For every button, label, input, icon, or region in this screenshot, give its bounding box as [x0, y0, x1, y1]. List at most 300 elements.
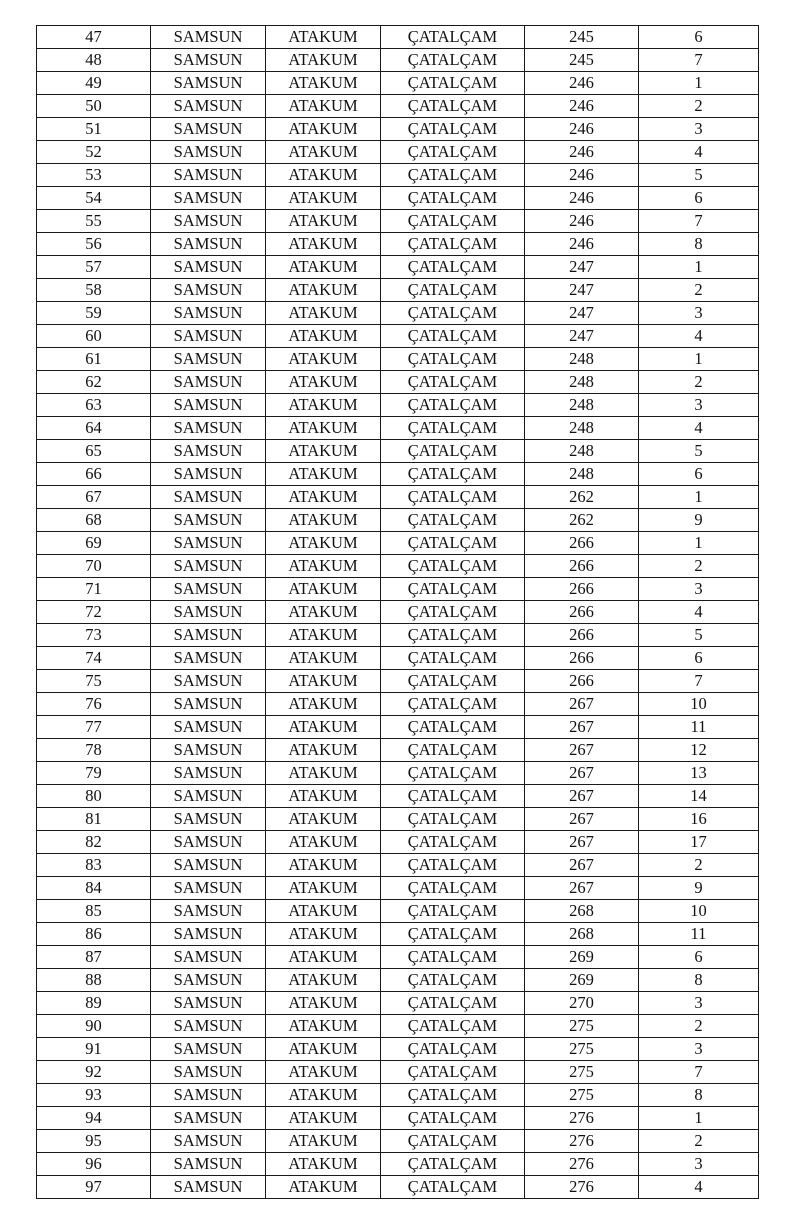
neighborhood-cell: ÇATALÇAM: [381, 95, 525, 118]
row-number-cell: 78: [37, 739, 151, 762]
block-cell: 246: [525, 118, 639, 141]
row-number-cell: 82: [37, 831, 151, 854]
neighborhood-cell: ÇATALÇAM: [381, 969, 525, 992]
row-number-cell: 86: [37, 923, 151, 946]
row-number-cell: 94: [37, 1107, 151, 1130]
district-cell: ATAKUM: [266, 210, 381, 233]
province-cell: SAMSUN: [151, 1130, 266, 1153]
table-row: [37, 578, 759, 601]
district-cell: ATAKUM: [266, 762, 381, 785]
province-cell: SAMSUN: [151, 739, 266, 762]
parcel-cell: 7: [639, 49, 759, 72]
parcel-cell: 10: [639, 900, 759, 923]
block-cell: 266: [525, 532, 639, 555]
table-row: [37, 417, 759, 440]
neighborhood-cell: ÇATALÇAM: [381, 877, 525, 900]
district-cell: ATAKUM: [266, 716, 381, 739]
parcel-cell: 6: [639, 647, 759, 670]
parcel-cell: 1: [639, 72, 759, 95]
row-number-cell: 92: [37, 1061, 151, 1084]
table-row: [37, 670, 759, 693]
row-number-cell: 53: [37, 164, 151, 187]
parcel-cell: 4: [639, 417, 759, 440]
province-cell: SAMSUN: [151, 164, 266, 187]
table-row: [37, 1015, 759, 1038]
province-cell: SAMSUN: [151, 1107, 266, 1130]
parcel-cell: 1: [639, 1107, 759, 1130]
table-row: [37, 992, 759, 1015]
district-cell: ATAKUM: [266, 1015, 381, 1038]
district-cell: ATAKUM: [266, 693, 381, 716]
block-cell: 268: [525, 923, 639, 946]
parcel-cell: 6: [639, 946, 759, 969]
table-row: [37, 164, 759, 187]
district-cell: ATAKUM: [266, 463, 381, 486]
parcel-cell: 1: [639, 532, 759, 555]
neighborhood-cell: ÇATALÇAM: [381, 486, 525, 509]
block-cell: 246: [525, 210, 639, 233]
province-cell: SAMSUN: [151, 578, 266, 601]
block-cell: 269: [525, 946, 639, 969]
province-cell: SAMSUN: [151, 555, 266, 578]
neighborhood-cell: ÇATALÇAM: [381, 1176, 525, 1199]
table-row: [37, 118, 759, 141]
row-number-cell: 48: [37, 49, 151, 72]
table-row: [37, 900, 759, 923]
table-row: [37, 1153, 759, 1176]
neighborhood-cell: ÇATALÇAM: [381, 1153, 525, 1176]
neighborhood-cell: ÇATALÇAM: [381, 1084, 525, 1107]
province-cell: SAMSUN: [151, 440, 266, 463]
row-number-cell: 81: [37, 808, 151, 831]
parcel-cell: 6: [639, 187, 759, 210]
district-cell: ATAKUM: [266, 95, 381, 118]
block-cell: 245: [525, 26, 639, 49]
district-cell: ATAKUM: [266, 118, 381, 141]
table-row: [37, 486, 759, 509]
table-row: [37, 946, 759, 969]
neighborhood-cell: ÇATALÇAM: [381, 1061, 525, 1084]
parcel-cell: 1: [639, 486, 759, 509]
parcel-cell: 4: [639, 1176, 759, 1199]
district-cell: ATAKUM: [266, 233, 381, 256]
row-number-cell: 52: [37, 141, 151, 164]
neighborhood-cell: ÇATALÇAM: [381, 739, 525, 762]
province-cell: SAMSUN: [151, 187, 266, 210]
row-number-cell: 83: [37, 854, 151, 877]
row-number-cell: 77: [37, 716, 151, 739]
block-cell: 246: [525, 141, 639, 164]
district-cell: ATAKUM: [266, 601, 381, 624]
table-row: [37, 969, 759, 992]
table-row: [37, 1084, 759, 1107]
district-cell: ATAKUM: [266, 992, 381, 1015]
table-row: [37, 1061, 759, 1084]
parcel-cell: 4: [639, 141, 759, 164]
table-row: [37, 785, 759, 808]
parcel-cell: 4: [639, 325, 759, 348]
province-cell: SAMSUN: [151, 49, 266, 72]
parcel-cell: 8: [639, 233, 759, 256]
row-number-cell: 57: [37, 256, 151, 279]
neighborhood-cell: ÇATALÇAM: [381, 670, 525, 693]
row-number-cell: 93: [37, 1084, 151, 1107]
district-cell: ATAKUM: [266, 831, 381, 854]
neighborhood-cell: ÇATALÇAM: [381, 49, 525, 72]
row-number-cell: 96: [37, 1153, 151, 1176]
parcel-cell: 2: [639, 1015, 759, 1038]
neighborhood-cell: ÇATALÇAM: [381, 647, 525, 670]
row-number-cell: 74: [37, 647, 151, 670]
province-cell: SAMSUN: [151, 302, 266, 325]
table-row: [37, 233, 759, 256]
table-row: [37, 1107, 759, 1130]
province-cell: SAMSUN: [151, 601, 266, 624]
neighborhood-cell: ÇATALÇAM: [381, 187, 525, 210]
district-cell: ATAKUM: [266, 371, 381, 394]
row-number-cell: 75: [37, 670, 151, 693]
parcel-cell: 9: [639, 509, 759, 532]
district-cell: ATAKUM: [266, 647, 381, 670]
neighborhood-cell: ÇATALÇAM: [381, 762, 525, 785]
row-number-cell: 62: [37, 371, 151, 394]
table-row: [37, 532, 759, 555]
district-cell: ATAKUM: [266, 877, 381, 900]
parcel-cell: 3: [639, 118, 759, 141]
neighborhood-cell: ÇATALÇAM: [381, 1130, 525, 1153]
district-cell: ATAKUM: [266, 72, 381, 95]
province-cell: SAMSUN: [151, 1084, 266, 1107]
row-number-cell: 68: [37, 509, 151, 532]
table-row: [37, 72, 759, 95]
row-number-cell: 70: [37, 555, 151, 578]
block-cell: 267: [525, 808, 639, 831]
parcel-cell: 2: [639, 279, 759, 302]
block-cell: 262: [525, 486, 639, 509]
neighborhood-cell: ÇATALÇAM: [381, 72, 525, 95]
neighborhood-cell: ÇATALÇAM: [381, 164, 525, 187]
table-row: [37, 210, 759, 233]
parcel-cell: 12: [639, 739, 759, 762]
neighborhood-cell: ÇATALÇAM: [381, 785, 525, 808]
district-cell: ATAKUM: [266, 946, 381, 969]
neighborhood-cell: ÇATALÇAM: [381, 555, 525, 578]
block-cell: 248: [525, 394, 639, 417]
province-cell: SAMSUN: [151, 1176, 266, 1199]
province-cell: SAMSUN: [151, 1015, 266, 1038]
district-cell: ATAKUM: [266, 1038, 381, 1061]
block-cell: 266: [525, 670, 639, 693]
table-row: [37, 739, 759, 762]
table-row: [37, 95, 759, 118]
province-cell: SAMSUN: [151, 1061, 266, 1084]
block-cell: 262: [525, 509, 639, 532]
neighborhood-cell: ÇATALÇAM: [381, 325, 525, 348]
row-number-cell: 60: [37, 325, 151, 348]
district-cell: ATAKUM: [266, 49, 381, 72]
district-cell: ATAKUM: [266, 187, 381, 210]
block-cell: 276: [525, 1107, 639, 1130]
province-cell: SAMSUN: [151, 854, 266, 877]
neighborhood-cell: ÇATALÇAM: [381, 509, 525, 532]
table-row: [37, 716, 759, 739]
neighborhood-cell: ÇATALÇAM: [381, 808, 525, 831]
parcel-cell: 3: [639, 1153, 759, 1176]
parcel-cell: 11: [639, 716, 759, 739]
block-cell: 248: [525, 440, 639, 463]
block-cell: 248: [525, 417, 639, 440]
block-cell: 270: [525, 992, 639, 1015]
province-cell: SAMSUN: [151, 141, 266, 164]
block-cell: 275: [525, 1038, 639, 1061]
block-cell: 267: [525, 854, 639, 877]
neighborhood-cell: ÇATALÇAM: [381, 1015, 525, 1038]
district-cell: ATAKUM: [266, 1084, 381, 1107]
neighborhood-cell: ÇATALÇAM: [381, 279, 525, 302]
parcel-cell: 14: [639, 785, 759, 808]
neighborhood-cell: ÇATALÇAM: [381, 831, 525, 854]
province-cell: SAMSUN: [151, 509, 266, 532]
district-cell: ATAKUM: [266, 164, 381, 187]
table-row: [37, 463, 759, 486]
block-cell: 266: [525, 624, 639, 647]
table-row: [37, 394, 759, 417]
table-row: [37, 854, 759, 877]
block-cell: 248: [525, 371, 639, 394]
neighborhood-cell: ÇATALÇAM: [381, 118, 525, 141]
table-row: [37, 279, 759, 302]
province-cell: SAMSUN: [151, 693, 266, 716]
row-number-cell: 73: [37, 624, 151, 647]
table-row: [37, 348, 759, 371]
neighborhood-cell: ÇATALÇAM: [381, 716, 525, 739]
neighborhood-cell: ÇATALÇAM: [381, 210, 525, 233]
parcel-cell: 2: [639, 1130, 759, 1153]
row-number-cell: 79: [37, 762, 151, 785]
parcel-cell: 3: [639, 1038, 759, 1061]
province-cell: SAMSUN: [151, 210, 266, 233]
district-cell: ATAKUM: [266, 808, 381, 831]
parcel-cell: 10: [639, 693, 759, 716]
row-number-cell: 55: [37, 210, 151, 233]
row-number-cell: 91: [37, 1038, 151, 1061]
table-row: [37, 762, 759, 785]
row-number-cell: 95: [37, 1130, 151, 1153]
block-cell: 248: [525, 348, 639, 371]
parcel-cell: 3: [639, 992, 759, 1015]
district-cell: ATAKUM: [266, 555, 381, 578]
table-row: [37, 555, 759, 578]
province-cell: SAMSUN: [151, 256, 266, 279]
table-row: [37, 647, 759, 670]
district-cell: ATAKUM: [266, 532, 381, 555]
block-cell: 267: [525, 831, 639, 854]
neighborhood-cell: ÇATALÇAM: [381, 141, 525, 164]
parcel-cell: 11: [639, 923, 759, 946]
row-number-cell: 80: [37, 785, 151, 808]
row-number-cell: 63: [37, 394, 151, 417]
table-row: [37, 1130, 759, 1153]
parcel-cell: 5: [639, 624, 759, 647]
row-number-cell: 54: [37, 187, 151, 210]
parcel-cell: 3: [639, 578, 759, 601]
row-number-cell: 64: [37, 417, 151, 440]
neighborhood-cell: ÇATALÇAM: [381, 1107, 525, 1130]
block-cell: 246: [525, 187, 639, 210]
neighborhood-cell: ÇATALÇAM: [381, 946, 525, 969]
table-row: [37, 325, 759, 348]
block-cell: 246: [525, 164, 639, 187]
table-row: [37, 1176, 759, 1199]
neighborhood-cell: ÇATALÇAM: [381, 532, 525, 555]
neighborhood-cell: ÇATALÇAM: [381, 601, 525, 624]
parcel-cell: 8: [639, 1084, 759, 1107]
province-cell: SAMSUN: [151, 1153, 266, 1176]
row-number-cell: 47: [37, 26, 151, 49]
district-cell: ATAKUM: [266, 923, 381, 946]
block-cell: 268: [525, 900, 639, 923]
parcel-cell: 5: [639, 440, 759, 463]
table-row: [37, 371, 759, 394]
province-cell: SAMSUN: [151, 1038, 266, 1061]
district-cell: ATAKUM: [266, 670, 381, 693]
province-cell: SAMSUN: [151, 233, 266, 256]
district-cell: ATAKUM: [266, 141, 381, 164]
neighborhood-cell: ÇATALÇAM: [381, 348, 525, 371]
district-cell: ATAKUM: [266, 578, 381, 601]
row-number-cell: 59: [37, 302, 151, 325]
province-cell: SAMSUN: [151, 486, 266, 509]
table-row: [37, 302, 759, 325]
neighborhood-cell: ÇATALÇAM: [381, 394, 525, 417]
neighborhood-cell: ÇATALÇAM: [381, 26, 525, 49]
district-cell: ATAKUM: [266, 417, 381, 440]
block-cell: 266: [525, 578, 639, 601]
neighborhood-cell: ÇATALÇAM: [381, 233, 525, 256]
parcel-cell: 9: [639, 877, 759, 900]
neighborhood-cell: ÇATALÇAM: [381, 302, 525, 325]
row-number-cell: 50: [37, 95, 151, 118]
block-cell: 267: [525, 877, 639, 900]
block-cell: 267: [525, 739, 639, 762]
row-number-cell: 61: [37, 348, 151, 371]
province-cell: SAMSUN: [151, 969, 266, 992]
province-cell: SAMSUN: [151, 348, 266, 371]
province-cell: SAMSUN: [151, 670, 266, 693]
district-cell: ATAKUM: [266, 509, 381, 532]
table-row: [37, 141, 759, 164]
row-number-cell: 67: [37, 486, 151, 509]
table-row: [37, 923, 759, 946]
parcel-cell: 4: [639, 601, 759, 624]
province-cell: SAMSUN: [151, 946, 266, 969]
province-cell: SAMSUN: [151, 831, 266, 854]
province-cell: SAMSUN: [151, 371, 266, 394]
table-row: [37, 693, 759, 716]
block-cell: 247: [525, 279, 639, 302]
province-cell: SAMSUN: [151, 463, 266, 486]
district-cell: ATAKUM: [266, 26, 381, 49]
table-row: [37, 601, 759, 624]
block-cell: 246: [525, 95, 639, 118]
parcel-cell: 2: [639, 555, 759, 578]
row-number-cell: 89: [37, 992, 151, 1015]
district-cell: ATAKUM: [266, 785, 381, 808]
table-row: [37, 440, 759, 463]
district-cell: ATAKUM: [266, 348, 381, 371]
district-cell: ATAKUM: [266, 325, 381, 348]
row-number-cell: 65: [37, 440, 151, 463]
parcel-cell: 2: [639, 95, 759, 118]
row-number-cell: 85: [37, 900, 151, 923]
district-cell: ATAKUM: [266, 739, 381, 762]
parcel-cell: 5: [639, 164, 759, 187]
district-cell: ATAKUM: [266, 969, 381, 992]
neighborhood-cell: ÇATALÇAM: [381, 371, 525, 394]
table-row: [37, 808, 759, 831]
province-cell: SAMSUN: [151, 279, 266, 302]
province-cell: SAMSUN: [151, 26, 266, 49]
parcel-cell: 7: [639, 670, 759, 693]
district-cell: ATAKUM: [266, 302, 381, 325]
block-cell: 266: [525, 601, 639, 624]
parcel-cell: 17: [639, 831, 759, 854]
district-cell: ATAKUM: [266, 624, 381, 647]
province-cell: SAMSUN: [151, 808, 266, 831]
neighborhood-cell: ÇATALÇAM: [381, 256, 525, 279]
parcel-cell: 7: [639, 210, 759, 233]
block-cell: 267: [525, 693, 639, 716]
province-cell: SAMSUN: [151, 716, 266, 739]
district-cell: ATAKUM: [266, 1130, 381, 1153]
parcel-cell: 6: [639, 463, 759, 486]
parcel-cell: 2: [639, 854, 759, 877]
parcel-table-body: [37, 26, 759, 1199]
table-row: [37, 1038, 759, 1061]
parcel-cell: 3: [639, 394, 759, 417]
district-cell: ATAKUM: [266, 854, 381, 877]
block-cell: 245: [525, 49, 639, 72]
neighborhood-cell: ÇATALÇAM: [381, 992, 525, 1015]
province-cell: SAMSUN: [151, 762, 266, 785]
parcel-cell: 6: [639, 26, 759, 49]
parcel-cell: 2: [639, 371, 759, 394]
block-cell: 246: [525, 72, 639, 95]
block-cell: 275: [525, 1084, 639, 1107]
block-cell: 269: [525, 969, 639, 992]
district-cell: ATAKUM: [266, 1107, 381, 1130]
table-row: [37, 509, 759, 532]
province-cell: SAMSUN: [151, 647, 266, 670]
neighborhood-cell: ÇATALÇAM: [381, 1038, 525, 1061]
neighborhood-cell: ÇATALÇAM: [381, 923, 525, 946]
province-cell: SAMSUN: [151, 417, 266, 440]
parcel-cell: 3: [639, 302, 759, 325]
parcel-table: [36, 25, 759, 1199]
row-number-cell: 88: [37, 969, 151, 992]
block-cell: 275: [525, 1015, 639, 1038]
neighborhood-cell: ÇATALÇAM: [381, 624, 525, 647]
neighborhood-cell: ÇATALÇAM: [381, 578, 525, 601]
row-number-cell: 66: [37, 463, 151, 486]
province-cell: SAMSUN: [151, 900, 266, 923]
neighborhood-cell: ÇATALÇAM: [381, 854, 525, 877]
block-cell: 247: [525, 256, 639, 279]
district-cell: ATAKUM: [266, 256, 381, 279]
row-number-cell: 84: [37, 877, 151, 900]
block-cell: 276: [525, 1130, 639, 1153]
neighborhood-cell: ÇATALÇAM: [381, 440, 525, 463]
